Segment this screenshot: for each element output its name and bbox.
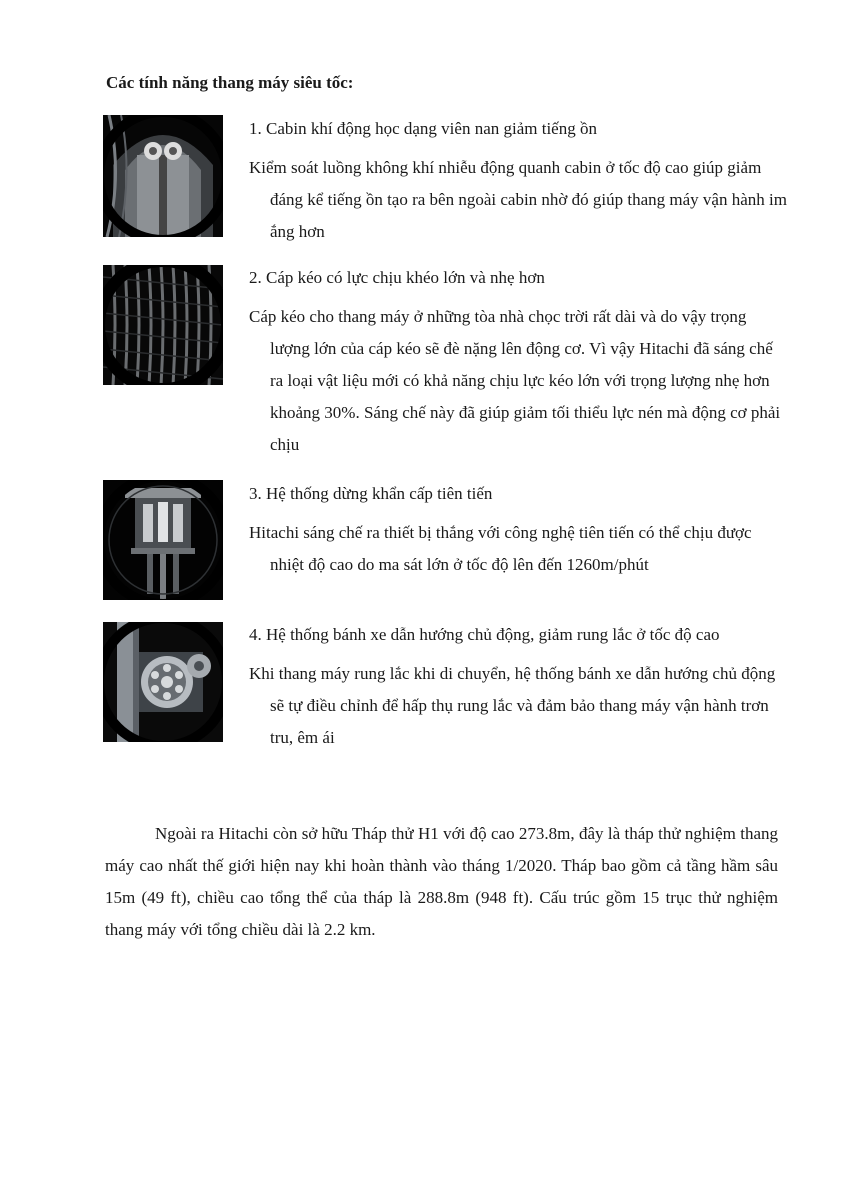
feature-description: Hitachi sáng chế ra thiết bị thắng với công nghệ tiên tiến có thể chịu được nhiệt độ cao do ma sát lớn ở tốc độ lên đến 1260m/phút (249, 523, 752, 574)
feature-item-aerodynamic-cabin (103, 115, 787, 241)
guide-wheel-icon (103, 622, 223, 742)
feature-item-cable-rope (103, 265, 783, 465)
feature-text (249, 624, 789, 754)
feature-title: 1. Cabin khí động học dạng viên nan giảm tiếng ồn (249, 119, 597, 138)
feature-title: 2. Cáp kéo có lực chịu khéo lớn và nhẹ hơn (249, 268, 545, 287)
section-heading: Các tính năng thang máy siêu tốc: (106, 73, 354, 92)
body-paragraph: Ngoài ra Hitachi còn sở hữu Tháp thử H1 với độ cao 273.8m, đây là tháp thử nghiệm thang máy cao nhất thế giới hiện nay khi hoàn thành vào tháng 1/2020. Tháp bao gồm cả tầng hầm sâu 15m (49 ft), chiều cao tổng thể của tháp là 288.8m (948 ft). Cấu trúc gồm 15 trục thử nghiệm thang máy với tổng chiều dài là 2.2 km. (105, 824, 778, 939)
feature-text (249, 118, 789, 248)
feature-description: Kiểm soát luồng không khí nhiễu động quanh cabin ở tốc độ cao giúp giảm đáng kể tiếng ồn tạo ra bên ngoài cabin nhờ đó giúp thang máy vận hành im ắng hơn (249, 158, 787, 241)
feature-text (249, 267, 789, 461)
emergency-brake-icon (103, 480, 223, 600)
aerodynamic-cabin-icon (103, 115, 223, 237)
feature-title: 4. Hệ thống bánh xe dẫn hướng chủ động, giảm rung lắc ở tốc độ cao (249, 625, 720, 644)
feature-item-emergency-brake (103, 480, 783, 600)
feature-item-guide-wheel (103, 622, 783, 752)
feature-text (249, 483, 789, 581)
feature-description: Khi thang máy rung lắc khi di chuyển, hệ thống bánh xe dẫn hướng chủ động sẽ tự điều chỉnh để hấp thụ rung lắc và đảm bảo thang máy vận hành trơn tru, êm ái (249, 664, 776, 747)
feature-title: 3. Hệ thống dừng khẩn cấp tiên tiến (249, 484, 493, 503)
feature-description: Cáp kéo cho thang máy ở những tòa nhà chọc trời rất dài và do vậy trọng lượng lớn của cáp kéo sẽ đè nặng lên động cơ. Vì vậy Hitachi đã sáng chế ra loại vật liệu mới có khả năng chịu lực kéo lớn với trọng lượng nhẹ hơn khoảng 30%. Sáng chế này đã giúp giảm tối thiểu lực nén mà động cơ phải chịu (249, 307, 781, 454)
cable-rope-icon (103, 265, 223, 385)
